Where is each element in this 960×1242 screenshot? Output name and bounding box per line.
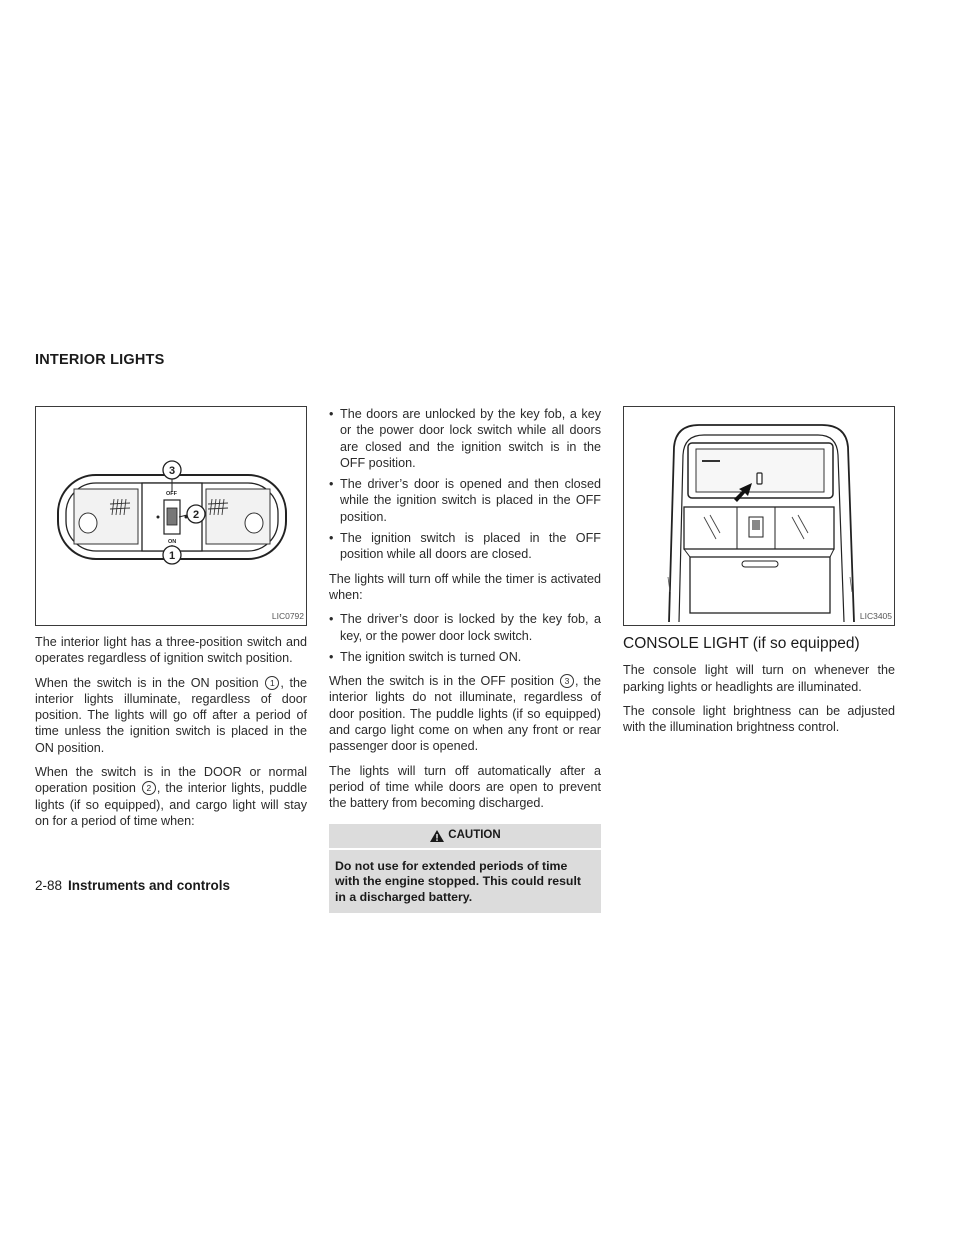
callout-1: 1 <box>168 550 176 562</box>
figure-id: LIC3405 <box>859 610 892 621</box>
switch-on-label: ON <box>168 539 177 545</box>
paragraph: When the switch is in the DOOR or normal operation position 2 , the interior lights, puddle lights (if so equipped), and cargo light will stay on for a period of time when: <box>35 765 308 828</box>
chapter-title: Instruments and controls <box>68 878 231 893</box>
list-item: • The driver’s door is locked by the key fob, a key, or the power door lock switch. <box>329 611 601 644</box>
page-footer <box>35 878 230 893</box>
callout-3: 3 <box>168 465 176 477</box>
list-item: • The doors are unlocked by the key fob, a key or the power door lock switch while all doors are closed and the ignition switch is in the OFF position. <box>329 406 601 471</box>
list-item: • The ignition switch is placed in the OFF position while all doors are closed. <box>329 530 601 563</box>
paragraph: The console light will turn on whenever the parking lights or headlights are illuminated. <box>623 663 895 694</box>
bullet-list <box>329 406 601 563</box>
position-number-icon: 1 <box>265 676 279 690</box>
column-1 <box>35 406 307 837</box>
caution-header <box>329 824 601 850</box>
warning-triangle-icon <box>429 829 445 843</box>
section-title: INTERIOR LIGHTS <box>35 352 165 368</box>
caution-text: Do not use for extended periods of time with the engine stopped. This could result in a discharged battery. <box>335 858 581 904</box>
console-light-illustration <box>624 407 894 625</box>
caution-box <box>329 824 601 914</box>
figure-id: LIC0792 <box>271 610 304 621</box>
switch-off-label: OFF <box>166 491 177 497</box>
figure-map-light <box>35 406 307 626</box>
paragraph: The lights will turn off while the timer is activated when: <box>329 571 601 602</box>
page-number: 2-88 <box>35 878 63 893</box>
column-2 <box>329 406 601 913</box>
paragraph: The interior light has a three-position switch and operates regardless of ignition switch position. <box>35 635 307 666</box>
position-number-icon: 3 <box>560 674 574 688</box>
map-light-illustration <box>36 407 306 625</box>
paragraph: The console light brightness can be adjusted with the illumination brightness control. <box>623 703 895 735</box>
subsection-heading: CONSOLE LIGHT (if so equipped) <box>623 635 860 652</box>
position-number-icon: 2 <box>142 781 156 795</box>
caution-title: CAUTION <box>448 829 501 842</box>
list-item: • The ignition switch is turned ON. <box>329 649 601 665</box>
callout-2: 2 <box>192 509 200 521</box>
column-3 <box>623 406 895 743</box>
figure-console-light <box>623 406 895 626</box>
bullet-list <box>329 611 601 665</box>
paragraph: When the switch is in the ON position 1 , the interior lights illuminate, regardless of door position. The lights will go off after a period of time unless the ignition switch is placed in the ON position. <box>35 675 307 755</box>
paragraph: When the switch is in the OFF position 3 , the interior lights do not illuminate, regardless of door position. The puddle lights (if so equipped) and cargo light come on when any front or rear passenger door is opened. <box>329 674 602 754</box>
paragraph: The lights will turn off automatically after a period of time while doors are open to prevent the battery from becoming discharged. <box>329 763 601 811</box>
list-item: • The driver’s door is opened and then closed while the ignition switch is placed in the OFF position. <box>329 476 601 525</box>
